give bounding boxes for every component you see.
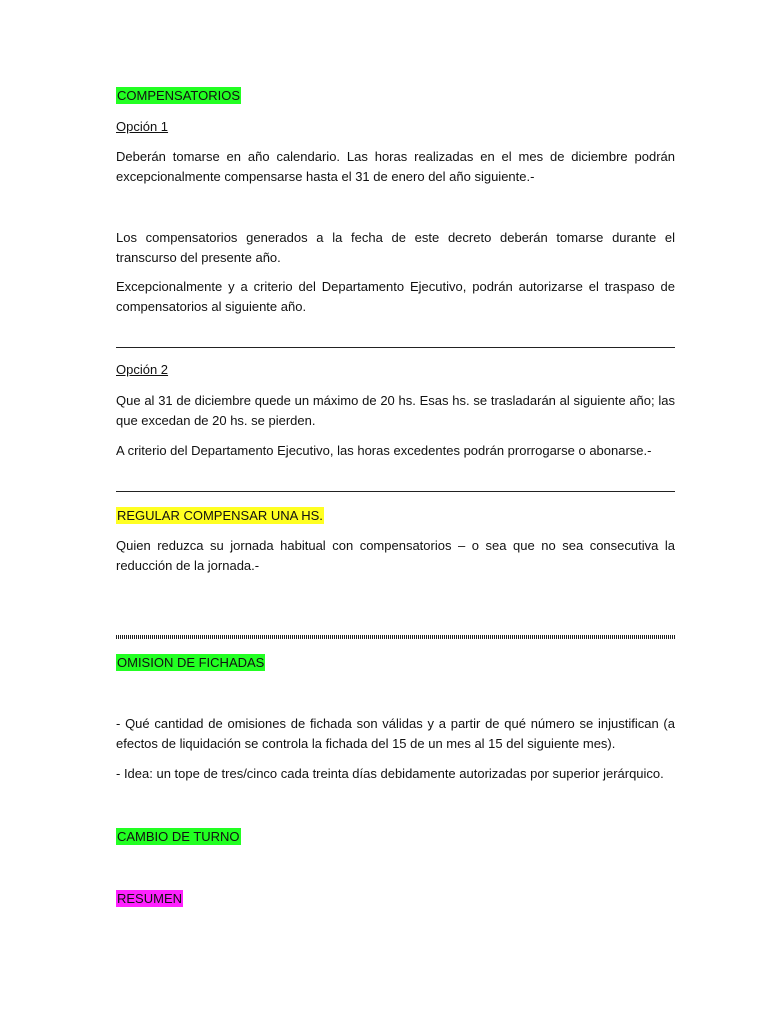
option1-paragraph-2: Los compensatorios generados a la fecha de este decreto deberán tomarse durante el transcurso del presente año. (116, 230, 675, 265)
regular-paragraph-1: Quien reduzca su jornada habitual con compensatorios – o sea que no sea consecutiva la reducción de la jornada.- (116, 538, 675, 573)
dotted-divider (116, 635, 675, 639)
omision-paragraph-1: - Qué cantidad de omisiones de fichada son válidas y a partir de qué número se injustifican (a efectos de liquidación se controla la fichada del 15 de un mes al 15 del siguiente mes). (116, 716, 675, 751)
option1-label-text: Opción 1 (116, 119, 169, 134)
heading-regular-text: REGULAR COMPENSAR UNA HS. (117, 508, 323, 523)
divider-line (116, 491, 675, 492)
heading-resumen-text: RESUMEN (117, 891, 183, 906)
heading-cambio-text: CAMBIO DE TURNO (117, 829, 240, 844)
omision-paragraph-2: - Idea: un tope de tres/cinco cada treinta días debidamente autorizadas por superior jerárquico. (116, 766, 664, 781)
heading-omision (116, 653, 675, 673)
heading-resumen (116, 889, 675, 909)
option1-paragraph-3: Excepcionalmente y a criterio del Departamento Ejecutivo, podrán autorizarse el traspaso de compensatorios al siguiente año. (116, 279, 675, 314)
heading-compensatorios-text: COMPENSATORIOS (117, 88, 241, 103)
heading-compensatorios (116, 86, 675, 106)
option2-label-text: Opción 2 (116, 362, 169, 377)
option2-paragraph-2: A criterio del Departamento Ejecutivo, las horas excedentes podrán prorrogarse o abonarse.- (116, 443, 652, 458)
option2-label (116, 360, 675, 380)
heading-cambio-de-turno (116, 827, 675, 847)
option2-paragraph-1: Que al 31 de diciembre quede un máximo de 20 hs. Esas hs. se trasladarán al siguiente año; las que excedan de 20 hs. se pierden. (116, 393, 675, 428)
option1-paragraph-1: Deberán tomarse en año calendario. Las horas realizadas en el mes de diciembre podrán excepcionalmente compensarse hasta el 31 de enero del año siguiente.- (116, 149, 675, 184)
heading-omision-text: OMISION DE FICHADAS (117, 655, 265, 670)
heading-regular (116, 506, 675, 526)
option1-label (116, 117, 675, 137)
divider-line (116, 347, 675, 348)
